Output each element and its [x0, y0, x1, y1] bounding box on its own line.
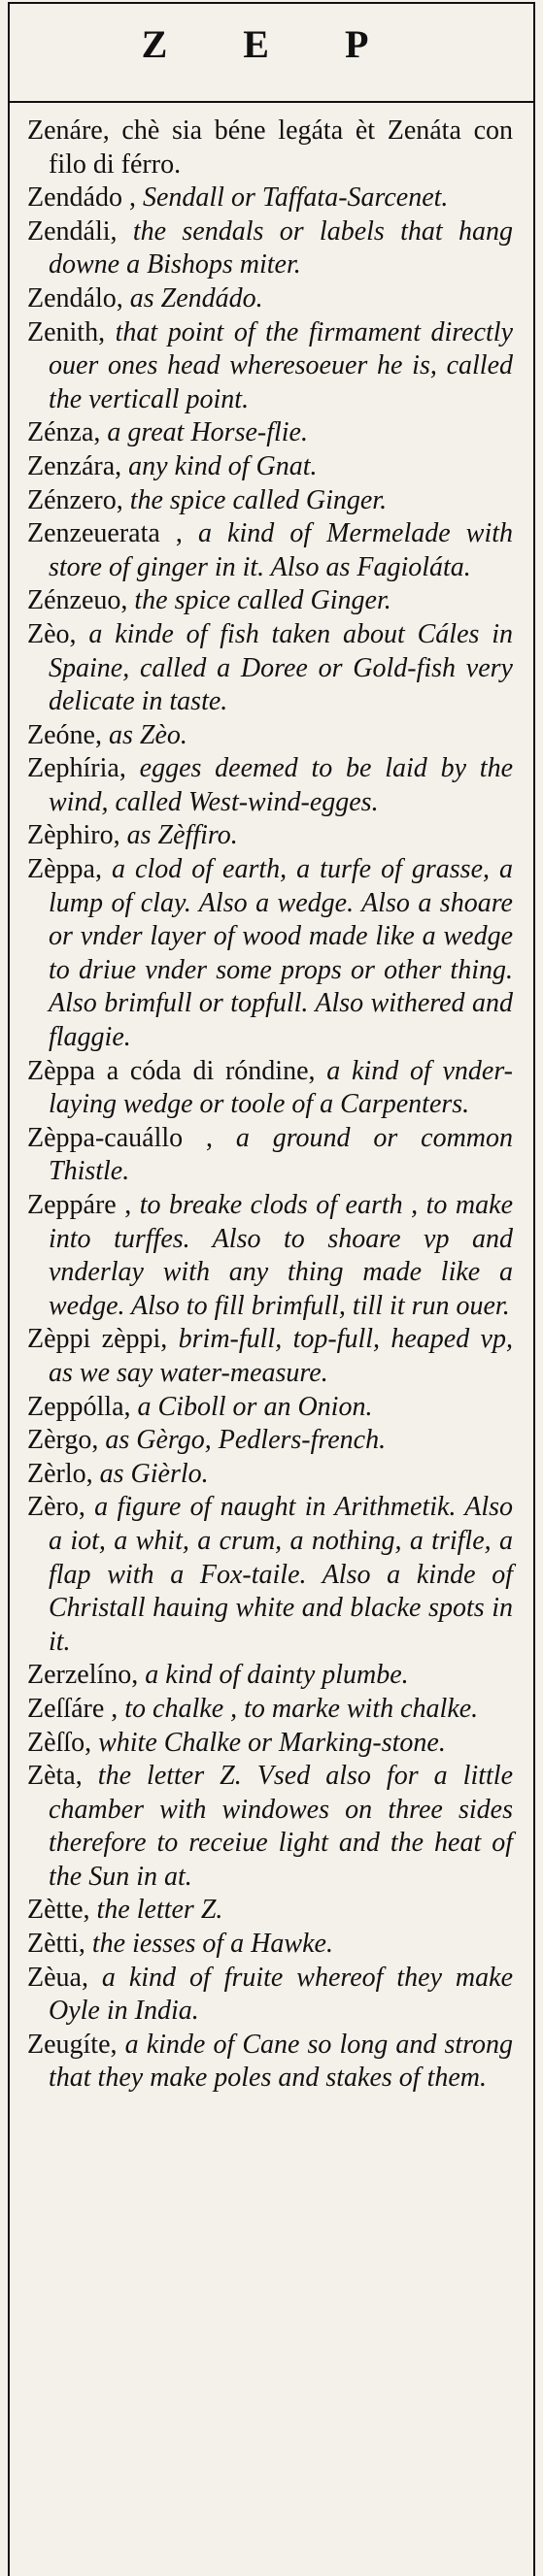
entry-definition: a Ciboll or an Onion. — [137, 1391, 373, 1422]
entry-definition: a ground or common Thistle. — [49, 1122, 514, 1187]
right-rule — [533, 2, 535, 2576]
dictionary-entry — [27, 1894, 513, 1928]
entry-definition: as Zèo. — [108, 719, 187, 750]
entry-headword: Zephíria, — [27, 753, 126, 784]
dictionary-entry — [27, 182, 513, 215]
dictionary-entry — [27, 584, 513, 618]
entry-definition: the letter Z. Vsed also for a little chamber with windowes on three sides therefore to receiue light and the heat of the Sun in at. — [49, 1761, 514, 1892]
entry-definition: that point of the firmament directly ouer ones head wheresoeuer he is, called the verticall point. — [49, 316, 514, 414]
entry-definition: a kind of fruite whereof they make Oyle in India. — [49, 1962, 514, 2027]
entry-column — [27, 115, 513, 2096]
entry-headword: Zèppi zèppi, — [27, 1324, 168, 1355]
dictionary-entry — [27, 115, 513, 182]
dictionary-entry — [27, 1659, 513, 1693]
page-header: Z E P — [141, 22, 402, 66]
entry-definition: a clod of earth, a turfe of grasse, a lump of clay. Also a wedge. Also a shoare or vnder layer of wood made like a wedge to driue vnder some props or other thing. Also brimfull or topfull. Also withered and flaggie. — [49, 854, 514, 1053]
entry-definition: to chalke , to marke with chalke. — [124, 1693, 479, 1724]
dictionary-entry — [27, 1491, 513, 1659]
entry-definition: as Gièrlo. — [99, 1458, 209, 1489]
dictionary-entry — [27, 316, 514, 417]
dictionary-entry — [27, 752, 514, 819]
entry-definition: the spice called Ginger. — [129, 484, 388, 515]
entry-definition: a kinde of Cane so long and strong that they make poles and stakes of them. — [49, 2029, 513, 2094]
entry-definition: brim-full, top-full, heaped vp, as we say water-measure. — [49, 1324, 513, 1388]
entry-definition: a great Horse-flie. — [107, 417, 308, 448]
dictionary-entry — [27, 2029, 513, 2096]
entry-headword: Zerzelíno, — [27, 1660, 139, 1691]
entry-headword: Zeppáre , — [27, 1190, 132, 1220]
entry-headword: Zèppa-cauállo , — [27, 1122, 213, 1153]
entry-headword: Zendáli, — [27, 215, 118, 247]
entry-headword: Zèo, — [27, 618, 77, 649]
entry-headword: Zénzero, — [27, 484, 123, 515]
entry-headword: Zeóne, — [27, 719, 102, 750]
entry-headword: Zeſſáre , — [27, 1693, 119, 1724]
entry-definition: the sendals or labels that hang downe a Bishops miter. — [49, 215, 514, 281]
dictionary-entry — [27, 1928, 513, 1962]
entry-headword: Zèrlo, — [27, 1458, 93, 1489]
entry-headword: Zénzeuo, — [27, 585, 128, 616]
dictionary-entry — [27, 282, 513, 316]
entry-headword: Zètte, — [27, 1895, 90, 1926]
dictionary-entry — [27, 1391, 513, 1425]
entry-headword: Zeppólla, — [27, 1391, 131, 1422]
dictionary-entry — [27, 1458, 513, 1492]
dictionary-entry — [27, 215, 514, 282]
dictionary-entry — [27, 819, 513, 853]
entry-headword: Zèrgo, — [27, 1425, 99, 1456]
dictionary-entry — [27, 853, 514, 1055]
entry-headword: Zendálo, — [27, 282, 123, 314]
dictionary-entry — [27, 1122, 514, 1189]
entry-definition: a kind of Mermelade with store of ginger in it. Also as Fagioláta. — [49, 518, 514, 582]
dictionary-entry — [27, 1693, 513, 1727]
entry-definition: a kind of vnder-laying wedge or toole of a Carpenters. — [49, 1055, 513, 1120]
dictionary-entry — [27, 1189, 514, 1323]
header-rule — [8, 101, 535, 103]
dictionary-entry — [27, 416, 513, 450]
entry-headword: Zèta, — [27, 1761, 83, 1792]
gutter-mark — [533, 1291, 541, 1349]
entry-definition: Sendall or Taffata-Sarcenet. — [142, 182, 449, 214]
entry-definition: as Zèffiro. — [126, 820, 238, 851]
entry-definition: the letter Z. — [96, 1895, 223, 1926]
entry-headword: Zeugíte, — [27, 2029, 118, 2060]
left-rule — [8, 2, 10, 2576]
entry-headword: Zèſſo, — [27, 1727, 92, 1758]
dictionary-entry — [27, 450, 513, 484]
entry-definition: a kinde of fish taken about Cáles in Spaine, called a Doree or Gold-fish very delicate in taste. — [49, 618, 513, 717]
entry-definition: as Zendádo. — [129, 282, 263, 314]
entry-headword: Zenith, — [27, 316, 106, 347]
entry-headword: Zenzára, — [27, 450, 122, 481]
dictionary-entry — [27, 1323, 513, 1390]
entry-definition: a kind of dainty plumbe. — [145, 1660, 409, 1691]
dictionary-entry — [27, 1760, 514, 1894]
entry-definition: a figure of naught in Arithmetik. Also a iot, a whit, a crum, a nothing, a trifle, a flap with a Fox-taile. Also a kinde of Christall hauing white and blacke spots in it. — [49, 1492, 513, 1657]
entry-definition: to breake clods of earth , to make into turffes. Also to shoare vp and vnderlay with any thing made like a wedge. Also to fill brimfull, till it run ouer. — [49, 1190, 514, 1321]
dictionary-entry — [27, 1055, 513, 1122]
dictionary-entry — [27, 1424, 513, 1458]
entry-definition: white Chalke or Marking-stone. — [98, 1727, 446, 1758]
entry-headword: Zèro, — [27, 1492, 85, 1523]
entry-headword: Zenáre, chè sia béne legáta èt Zenáta con filo di férro. — [27, 116, 513, 180]
top-rule — [8, 2, 535, 4]
entry-headword: Zèphiro, — [27, 820, 120, 851]
entry-definition: the iesses of a Hawke. — [91, 1929, 333, 1960]
dictionary-entry — [27, 719, 513, 753]
entry-definition: egges deemed to be laid by the wind, called West-wind-egges. — [49, 753, 514, 817]
entry-headword: Zendádo , — [27, 182, 136, 214]
entry-definition: any kind of Gnat. — [128, 450, 318, 481]
entry-headword: Zèppa, — [27, 854, 102, 885]
dictionary-entry — [27, 517, 514, 584]
entry-headword: Zénza, — [27, 417, 101, 448]
entry-definition: the spice called Ginger. — [134, 585, 391, 616]
entry-headword: Zenzeuerata , — [27, 518, 183, 549]
entry-headword: Zèua, — [27, 1962, 88, 1993]
gutter-mark — [533, 1553, 541, 1611]
dictionary-entry — [27, 1727, 513, 1761]
dictionary-entry — [27, 1962, 514, 2029]
dictionary-entry — [27, 618, 513, 719]
entry-definition: as Gèrgo, Pedlers-french. — [105, 1425, 387, 1456]
entry-headword: Zètti, — [27, 1929, 85, 1960]
dictionary-entry — [27, 484, 513, 518]
entry-headword: Zèppa a códa di róndine, — [27, 1055, 316, 1086]
